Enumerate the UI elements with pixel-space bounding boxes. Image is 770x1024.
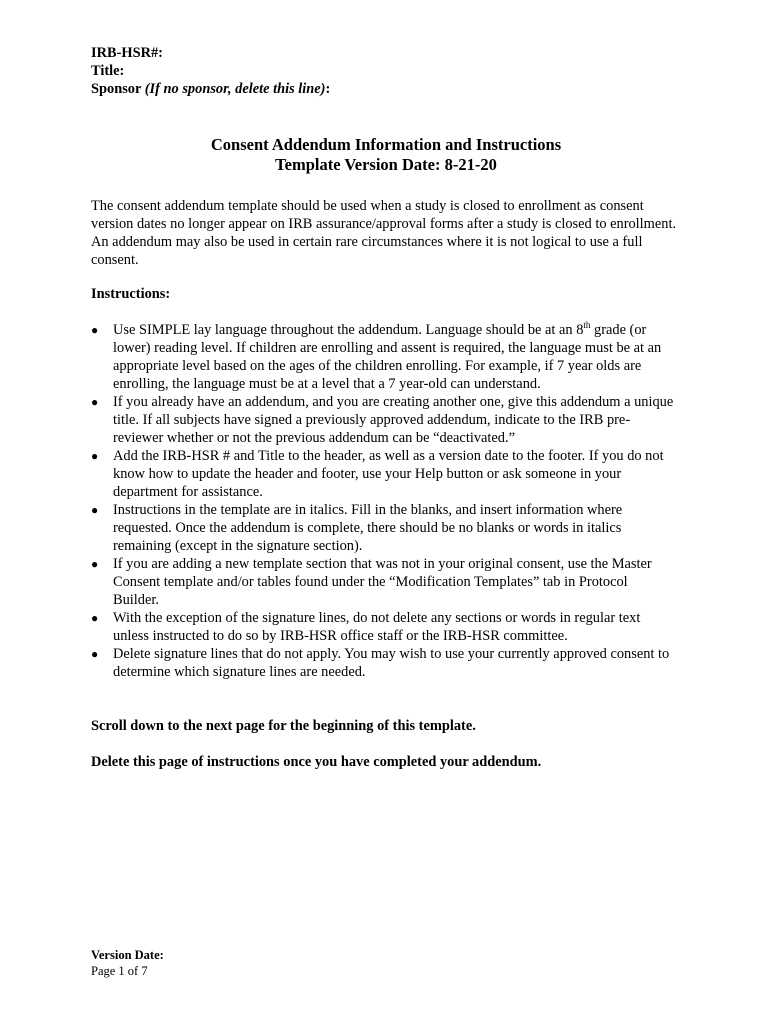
instruction-text: grade (or lower) reading level. If children are enrolling and assent is required, the language must be at an appropriate level based on the ages of the children enrolling. For example, if 7 year olds are enrolling, the language must be at a level that a 7 year-old can understand. <box>113 322 662 392</box>
delete-page-note: Delete this page of instructions once you have completed your addendum. <box>91 754 542 770</box>
sponsor-line <box>91 80 681 98</box>
irb-hsr-label: IRB-HSR#: <box>91 45 163 61</box>
bullet-icon: ● <box>91 611 99 625</box>
instructions-heading: Instructions: <box>91 286 171 302</box>
bullet-icon: ● <box>91 557 99 571</box>
bullet-icon: ● <box>91 395 99 409</box>
version-date-label: Version Date: <box>91 948 164 962</box>
instruction-text: If you are adding a new template section that was not in your original consent, use the Master Consent template and/or tables found under the “Modification Templates” tab in Protocol Builder. <box>113 556 652 608</box>
instruction-text: Delete signature lines that do not apply. You may wish to use your currently approved consent to determine which signature lines are needed. <box>113 646 670 680</box>
instruction-text: Use SIMPLE lay language throughout the addendum. Language should be at an 8 <box>113 322 584 338</box>
bullet-icon: ● <box>91 449 99 463</box>
page-indicator: Page 1 of 7 <box>91 964 148 978</box>
instruction-item <box>91 555 677 609</box>
sponsor-colon: : <box>325 81 331 97</box>
instructions-list <box>91 321 681 681</box>
intro-paragraph: The consent addendum template should be used when a study is closed to enrollment as consent version dates no longer appear on IRB assurance/approval forms after a study is closed to enrollment. An addendum may also be used in certain rare circumstances where it is not logical to use a full consent. <box>91 198 677 268</box>
instruction-text: Instructions in the template are in italics. Fill in the blanks, and insert information where requested. Once the addendum is complete, there should be no blanks or words in italics remaining (except in the signature section). <box>113 502 623 554</box>
scroll-down-note: Scroll down to the next page for the beginning of this template. <box>91 718 476 734</box>
ordinal-suffix: th <box>583 320 591 331</box>
instruction-item <box>91 501 677 555</box>
sponsor-note: (If no sponsor, delete this line) <box>144 81 326 97</box>
instruction-item <box>91 609 677 645</box>
sponsor-label: Sponsor <box>91 81 142 97</box>
bullet-icon: ● <box>91 323 99 337</box>
bullet-icon: ● <box>91 647 99 661</box>
instruction-text: If you already have an addendum, and you are creating another one, give this addendum a unique title. If all subjects have signed a previously approved addendum, indicate to the IRB pre-reviewer whether or not the previous addendum can be “deactivated.” <box>113 394 674 446</box>
document-page <box>91 44 681 771</box>
document-title-line2: Template Version Date: 8-21-20 <box>275 155 497 174</box>
bullet-icon: ● <box>91 503 99 517</box>
page-footer <box>91 947 164 979</box>
instruction-text: Add the IRB-HSR # and Title to the header, as well as a version date to the footer. If you do not know how to update the header and footer, use your Help button or ask someone in your department for assistance. <box>113 448 664 500</box>
document-title-line1: Consent Addendum Information and Instructions <box>210 135 562 154</box>
instruction-item <box>91 645 677 681</box>
instruction-item <box>91 321 677 393</box>
document-title <box>91 135 681 175</box>
title-label: Title: <box>91 63 125 79</box>
instruction-item <box>91 393 677 447</box>
instruction-text: With the exception of the signature lines, do not delete any sections or words in regular text unless instructed to do so by IRB-HSR office staff or the IRB-HSR committee. <box>113 610 641 644</box>
instruction-item <box>91 447 677 501</box>
